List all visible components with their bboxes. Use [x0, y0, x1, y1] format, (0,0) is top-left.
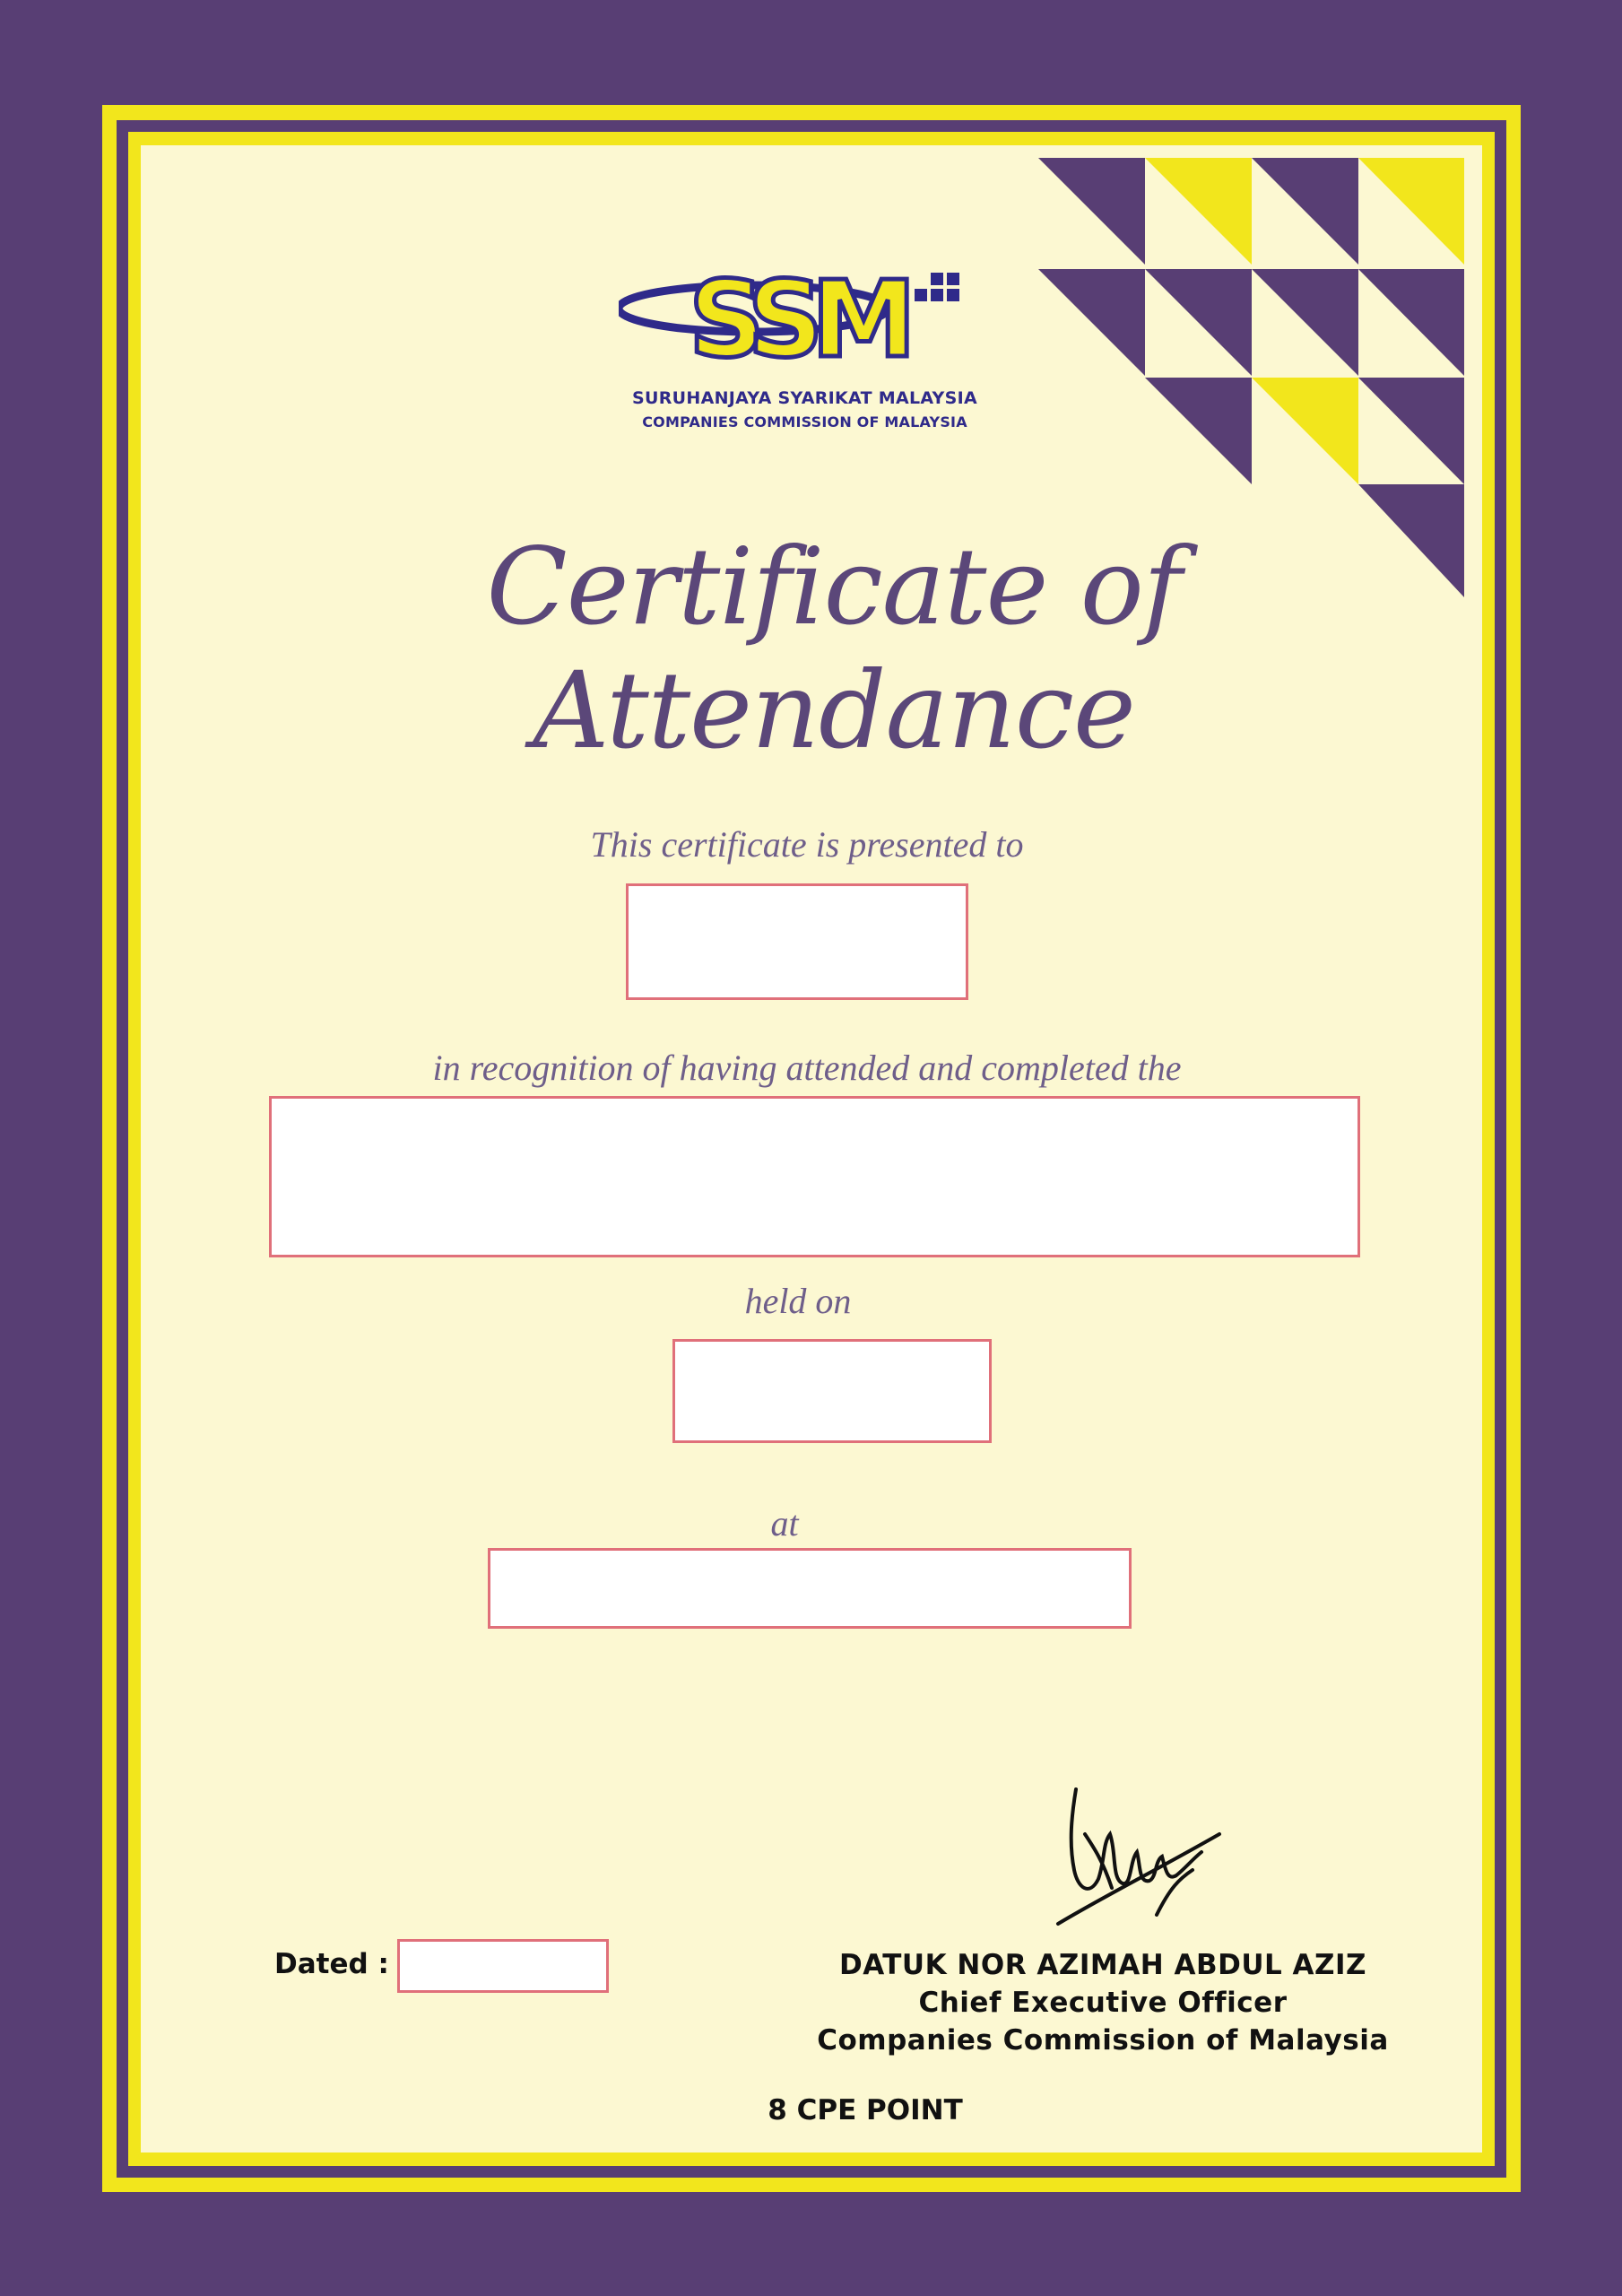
- certificate-title: Certificate of Attendance: [486, 525, 1182, 772]
- held-on-text: held on: [744, 1281, 852, 1321]
- signatory-role: Chief Executive Officer: [918, 1987, 1288, 2019]
- redacted-recipient-name: [626, 883, 968, 1000]
- signatory-block: [789, 1946, 1417, 2059]
- signatory-name: DATUK NOR AZIMAH ABDUL AZIZ: [838, 1949, 1367, 1981]
- redacted-course-title: [269, 1096, 1360, 1257]
- recognition-text: in recognition of having attended and completed the: [432, 1048, 1182, 1088]
- cpe-points: 8 CPE POINT: [768, 2094, 963, 2126]
- ssm-logo: [619, 253, 995, 378]
- redacted-issue-date: [397, 1939, 609, 1993]
- signature-image: [1022, 1780, 1228, 1942]
- presented-to-text: This certificate is presented to: [590, 824, 1024, 865]
- redacted-event-date: [672, 1339, 992, 1443]
- at-text: at: [770, 1503, 799, 1544]
- signatory-organization: Companies Commission of Malaysia: [817, 2024, 1389, 2057]
- dated-label: Dated :: [274, 1948, 389, 1980]
- redacted-venue: [488, 1548, 1132, 1629]
- logo-name-malay: SURUHANJAYA SYARIKAT MALAYSIA: [632, 388, 977, 408]
- logo-name-english: COMPANIES COMMISSION OF MALAYSIA: [642, 413, 967, 430]
- svg-text:SSM: SSM: [689, 257, 905, 378]
